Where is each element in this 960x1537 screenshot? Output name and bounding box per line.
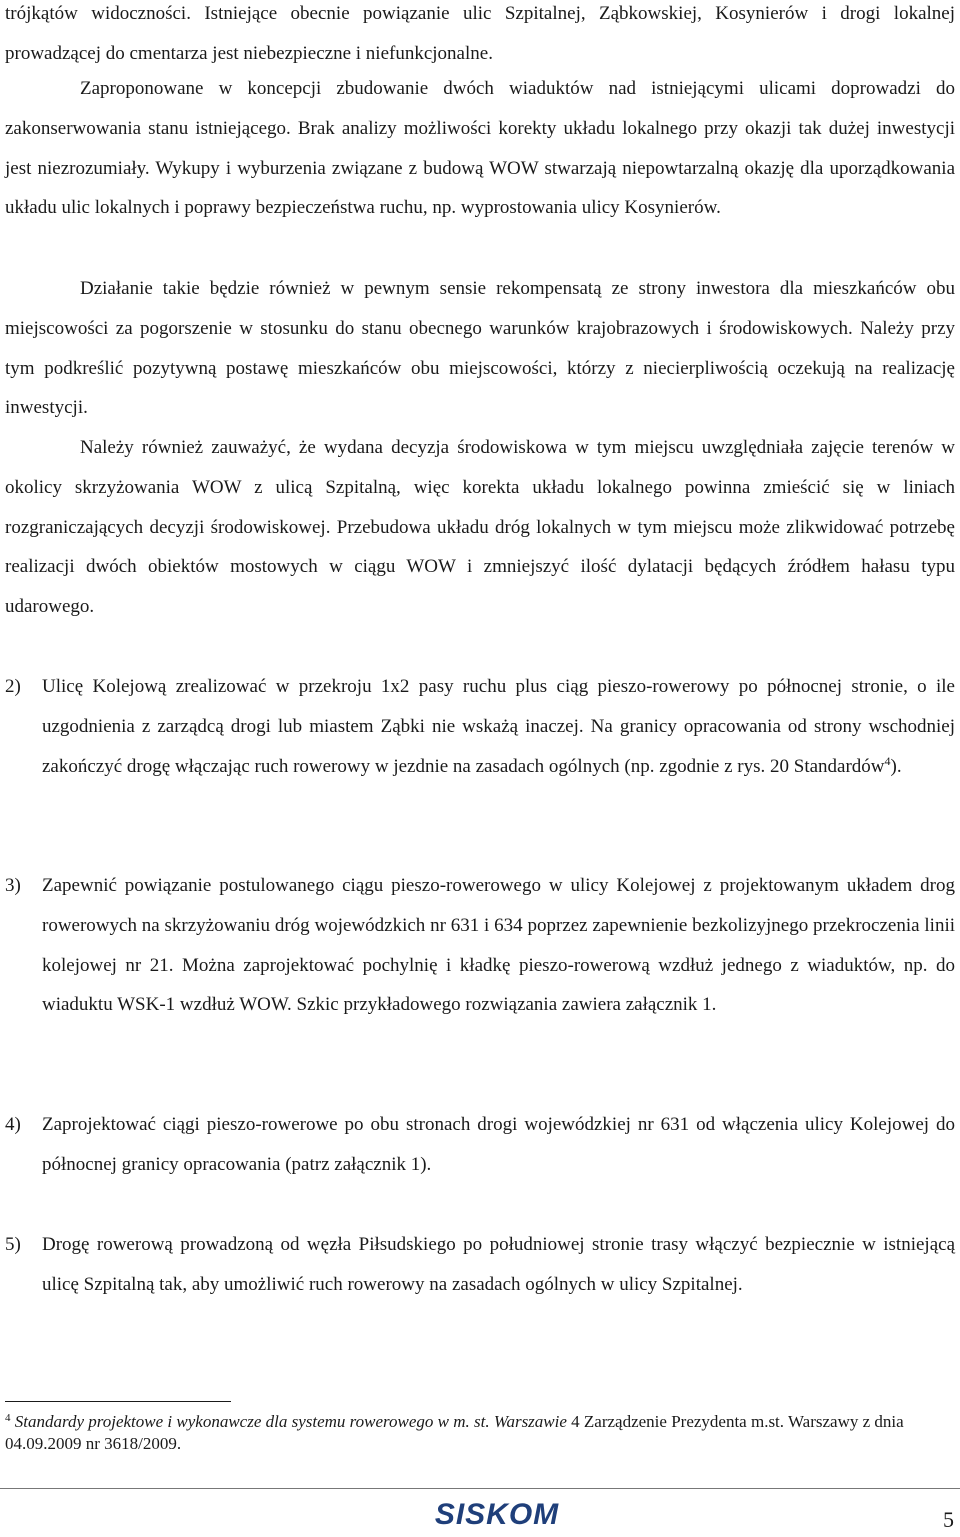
list-number: 3)	[5, 875, 21, 896]
footnote-marker-2: 4	[571, 1412, 580, 1431]
list-number: 5)	[5, 1234, 21, 1255]
list-item-2	[5, 667, 955, 786]
paragraph-3: Działanie takie będzie również w pewnym sensie rekompensatą ze strony inwestora dla mieszkańców obu miejscowości za pogorszenie w stosunku do stanu obecnego warunków krajobrazowych i środowiskowych. Należy przy tym podkreślić pozytywną postawę mieszkańców obu miejscowości, którzy z niecierpliwością oczekują na realizację inwestycji.	[5, 278, 955, 419]
list-text: Drogę rowerową prowadzoną od węzła Piłsudskiego po południowej stronie trasy włączyć bezpiecznie w istniejącą ulicę Szpitalną tak, aby umożliwić ruch rowerowy na zasadach ogólnych w ulicy Szpitalnej.	[42, 1234, 955, 1295]
list-item-5	[5, 1225, 955, 1305]
list-text-body: Ulicę Kolejową zrealizować w przekroju 1x2 pasy ruchu plus ciąg pieszo-rowerowy po północnej stronie, o ile uzgodnienia z zarządcą drogi lub miastem Ząbki nie wskażą inaczej. Na granicy opracowania od strony wschodniej zakończyć drogę włączając ruch rowerowy w jezdnie na zasadach ogólnych (np. zgodnie z rys. 20 Standardów	[42, 676, 955, 777]
footnote-marker: 4	[5, 1412, 11, 1424]
footnote	[5, 1411, 955, 1455]
list-item-4	[5, 1105, 955, 1185]
paragraph-4: Należy również zauważyć, że wydana decyzja środowiskowa w tym miejscu uwzględniała zajęcie terenów w okolicy skrzyżowania WOW z ulicą Szpitalną, więc korekta układu lokalnego powinna zmieścić się w liniach rozgraniczających decyzji środowiskowej. Przebudowa układu dróg lokalnych w tym miejscu może zlikwidować potrzebę realizacji dwóch obiektów mostowych w ciągu WOW i zmniejszyć ilość dylatacji będących źródłem hałasu typu udarowego.	[5, 437, 955, 618]
list-number: 2)	[5, 676, 21, 697]
footer-divider	[0, 1488, 960, 1489]
list-text-tail: ).	[890, 755, 902, 777]
footnote-reference: 4	[884, 753, 891, 768]
footnote-divider	[5, 1401, 231, 1402]
paragraph-2: Zaproponowane w koncepcji zbudowanie dwóch wiaduktów nad istniejącymi ulicami doprowadzi do zakonserwowania stanu istniejącego. Brak analizy możliwości korekty układu lokalnego przy okazji tak dużej inwestycji jest niezrozumiały. Wykupy i wyburzenia związane z budową WOW stwarzają niepowtarzalną okazję dla uporządkowania układu ulic lokalnych i poprawy bezpieczeństwa ruchu, np. wyprostowania ulicy Kosynierów.	[5, 78, 955, 219]
list-text: Zapewnić powiązanie postulowanego ciągu pieszo-rowerowego w ulicy Kolejowej z projektowanym układem drog rowerowych na skrzyżowaniu dróg wojewódzkich nr 631 i 634 poprzez zapewnienie bezkolizyjnego przekroczenia linii kolejowej nr 21. Można zaprojektować pochylnię i kładkę pieszo-rowerową wzdłuż jednego z wiaduktów, np. do wiaduktu WSK-1 wzdłuż WOW. Szkic przykładowego rozwiązania zawiera załącznik 1.	[42, 875, 955, 1016]
list-text: Zaprojektować ciągi pieszo-rowerowe po obu stronach drogi wojewódzkiej nr 631 od włączenia ulicy Kolejowej do północnej granicy opracowania (patrz załącznik 1).	[42, 1114, 955, 1175]
page-number: 5	[943, 1507, 954, 1532]
paragraph-1: trójkątów widoczności. Istniejące obecnie powiązanie ulic Szpitalnej, Ząbkowskiej, Kosynierów i drogi lokalnej prowadzącej do cmentarza jest niebezpieczne i niefunkcjonalne.	[5, 3, 955, 64]
footnote-title: Standardy projektowe i wykonawcze dla systemu rowerowego w m. st. Warszawie	[14, 1412, 567, 1431]
svg-text:SISKOM: SISKOM	[434, 1498, 560, 1529]
list-number: 4)	[5, 1114, 21, 1135]
siskom-logo-icon	[427, 1497, 567, 1529]
siskom-logo	[427, 1496, 567, 1530]
list-text	[42, 667, 955, 786]
list-item-3	[5, 866, 955, 1025]
footnote-text: Zarządzenie Prezydenta m.st. Warszawy z dnia 04.09.2009 nr 3618/2009.	[5, 1412, 904, 1453]
